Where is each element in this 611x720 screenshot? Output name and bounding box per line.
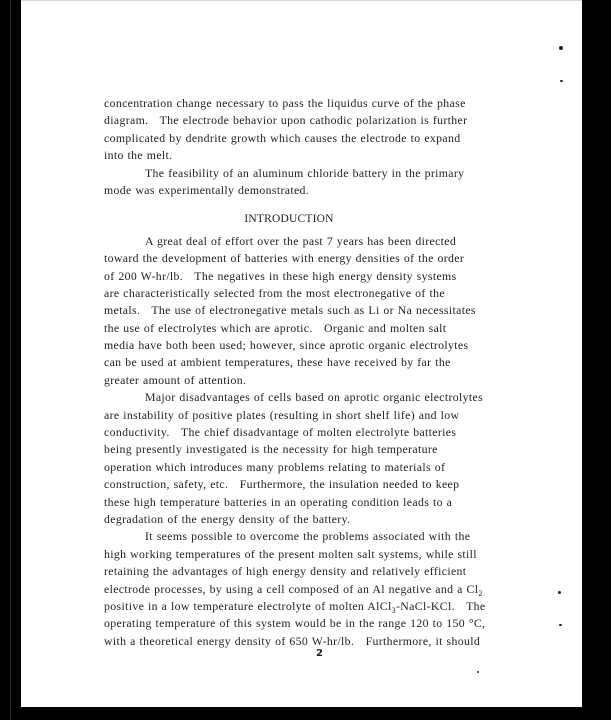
text-line: operation which introduces many problems relating to materials of bbox=[104, 459, 446, 474]
text-line: operating temperature of this system would be in the range 120 to 150 °C, bbox=[104, 616, 486, 631]
text-line: the use of electrolytes which are aprotic. Organic and molten salt bbox=[104, 320, 447, 335]
text-line: media have both been used; however, since aprotic organic electrolytes bbox=[104, 338, 469, 353]
text-segment: positive in a low temperature electrolyte of molten AlCl bbox=[104, 598, 392, 613]
scan-edge-line bbox=[10, 0, 11, 720]
text-line: positive in a low temperature electrolyte of molten AlCl3-NaCl-KCl. The bbox=[104, 598, 486, 615]
text-line: high working temperatures of the present molten salt systems, while still bbox=[104, 546, 477, 561]
scan-speck bbox=[558, 591, 561, 594]
text-segment: -NaCl-KCl. The bbox=[396, 598, 486, 613]
text-line: A great deal of effort over the past 7 years has been directed bbox=[145, 233, 457, 248]
text-line: complicated by dendrite growth which causes the electrode to expand bbox=[104, 130, 461, 145]
scan-speck bbox=[559, 46, 563, 50]
text-line: The feasibility of an aluminum chloride battery in the primary bbox=[145, 165, 465, 180]
text-line: can be used at ambient temperatures, these have received by far the bbox=[104, 355, 451, 370]
text-line: with a theoretical energy density of 650 W-hr/lb. Furthermore, it should bbox=[104, 633, 481, 648]
text-line: mode was experimentally demonstrated. bbox=[104, 182, 310, 197]
text-line: It seems possible to overcome the problems associated with the bbox=[145, 529, 471, 544]
scan-speck bbox=[560, 80, 563, 82]
text-line: are characteristically selected from the most electronegative of the bbox=[104, 285, 445, 300]
text-line: conductivity. The chief disadvantage of molten electrolyte batteries bbox=[104, 425, 457, 440]
text-line: into the melt. bbox=[104, 148, 173, 163]
page-text bbox=[104, 95, 524, 650]
text-line: of 200 W-hr/lb. The negatives in these high energy density systems bbox=[104, 268, 457, 283]
scan-speck bbox=[477, 671, 479, 673]
text-segment: electrode processes, by using a cell composed of an Al negative and a Cl bbox=[104, 581, 479, 596]
text-line: retaining the advantages of high energy density and relatively efficient bbox=[104, 564, 467, 579]
text-line: these high temperature batteries in an operating condition leads to a bbox=[104, 494, 453, 509]
text-line: toward the development of batteries with energy densities of the order bbox=[104, 251, 465, 266]
page-number: 2 bbox=[316, 648, 323, 659]
text-line: Major disadvantages of cells based on aprotic organic electrolytes bbox=[145, 390, 484, 405]
text-line: degradation of the energy density of the battery. bbox=[104, 511, 351, 526]
text-line: diagram. The electrode behavior upon cathodic polarization is further bbox=[104, 113, 468, 128]
text-line: being presently investigated is the necessity for high temperature bbox=[104, 442, 438, 457]
text-line: electrode processes, by using a cell composed of an Al negative and a Cl2 bbox=[104, 581, 483, 598]
text-line: concentration change necessary to pass the liquidus curve of the phase bbox=[104, 96, 466, 110]
text-line: construction, safety, etc. Furthermore, the insulation needed to keep bbox=[104, 477, 460, 492]
section-heading: INTRODUCTION bbox=[244, 213, 334, 226]
text-line: metals. The use of electronegative metals such as Li or Na necessitates bbox=[104, 303, 476, 318]
scan-speck bbox=[559, 624, 562, 626]
text-line: greater amount of attention. bbox=[104, 372, 247, 387]
text-line: are instability of positive plates (resulting in short shelf life) and low bbox=[104, 407, 460, 422]
